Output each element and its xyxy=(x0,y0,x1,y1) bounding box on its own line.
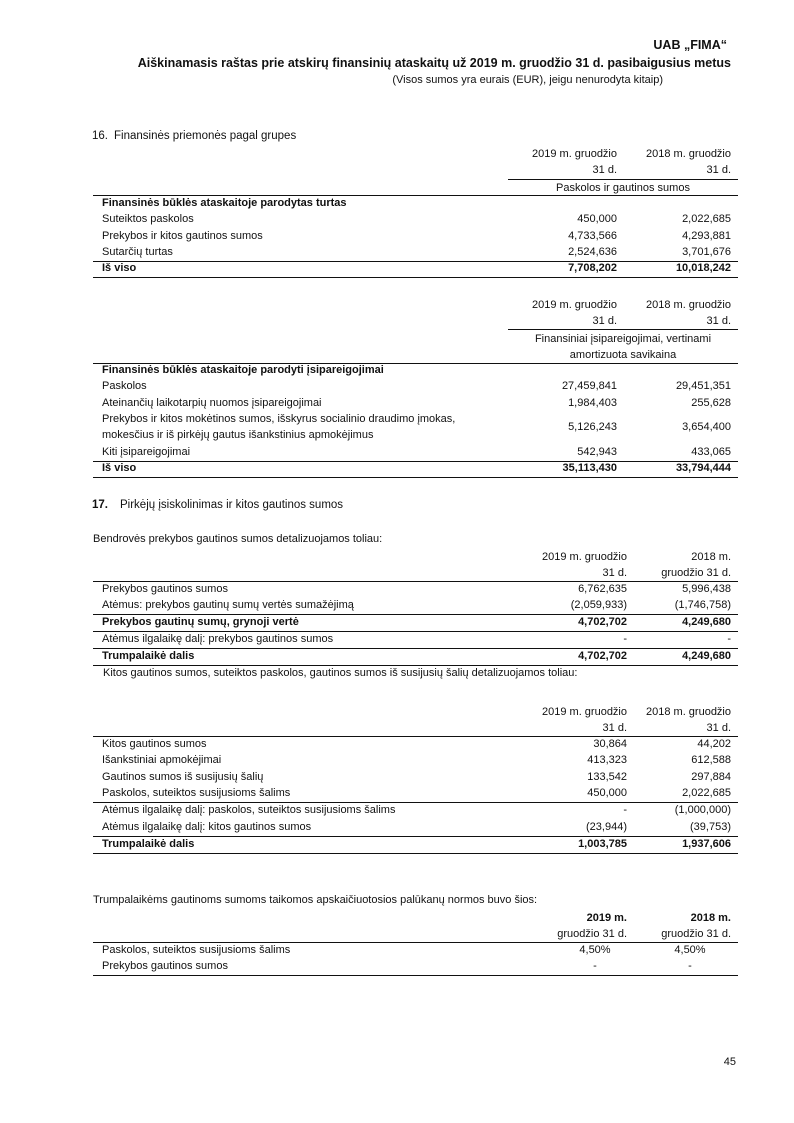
table-row-label: Atėmus ilgalaikę dalį: kitos gautinos sumos xyxy=(102,821,312,833)
table-row-label: Ateinančių laikotarpių nuomos įsipareigojimai xyxy=(102,397,322,409)
table-cell-2018: 3,701,676 xyxy=(682,246,731,258)
other-col-2018-header xyxy=(646,704,731,736)
table-cell-2019: 542,943 xyxy=(577,446,617,458)
table-cell-2019: 1,003,785 xyxy=(578,838,627,850)
col-header-line1: 2019 m. gruodžio xyxy=(542,551,627,563)
table-cell-2019: - xyxy=(623,633,627,645)
other-col-2019-header xyxy=(542,704,627,736)
table-cell-2018: 44,202 xyxy=(697,738,731,750)
section-16-number: 16. xyxy=(92,130,108,142)
table-cell-2018: (39,753) xyxy=(690,821,731,833)
table-cell-2018: 433,065 xyxy=(691,446,731,458)
group-label-line2: amortizuota savikaina xyxy=(569,349,677,361)
table-cell-2018: - xyxy=(688,960,692,972)
col-header-line1: 2019 m. gruodžio xyxy=(532,299,617,311)
table-cell-2018: 1,937,606 xyxy=(682,838,731,850)
liabilities-total-label: Iš viso xyxy=(102,462,137,474)
table-cell-2019: - xyxy=(593,960,597,972)
divider xyxy=(93,836,738,837)
assets-total-2019: 7,708,202 xyxy=(568,262,617,274)
table-row-label: Prekybos gautinų sumų, grynoji vertė xyxy=(102,616,299,628)
table-row-label: Paskolos, suteiktos susijusioms šalims xyxy=(102,787,291,799)
page-number: 45 xyxy=(723,1056,736,1068)
assets-total-2018: 10,018,242 xyxy=(675,262,731,274)
table-cell-2019: 4,733,566 xyxy=(568,230,617,242)
table-row-label: Kiti įsipareigojimai xyxy=(102,446,191,458)
assets-total-label: Iš viso xyxy=(102,262,137,274)
col-header-line2: 31 d. xyxy=(592,164,617,176)
table-row-label: Paskolos, suteiktos susijusioms šalims xyxy=(102,944,291,956)
divider xyxy=(93,477,738,478)
col-header-line2: gruodžio 31 d. xyxy=(557,928,627,940)
col-header-line2: 31 d. xyxy=(706,315,731,327)
col-header-line2: 31 d. xyxy=(602,722,627,734)
table-cell-2018: 4,249,680 xyxy=(682,616,731,628)
divider xyxy=(93,736,738,737)
section-17-title: Pirkėjų įsiskolinimas ir kitos gautinos sumos xyxy=(120,499,344,511)
liabilities-total-2019: 35,113,430 xyxy=(562,462,617,474)
col-header-line1: 2018 m. xyxy=(690,912,731,924)
table-cell-2018: (1,746,758) xyxy=(674,599,731,611)
divider xyxy=(93,853,738,854)
table-cell-2019: 133,542 xyxy=(587,771,627,783)
assets-section-label: Finansinės būklės ataskaitoje parodytas turtas xyxy=(102,197,347,209)
divider xyxy=(93,277,738,278)
liabilities-col-2019-header xyxy=(532,297,617,329)
trade-col-2018-header xyxy=(661,549,731,581)
trade-intro: Bendrovės prekybos gautinos sumos detalizuojamos toliau: xyxy=(93,533,383,545)
rates-intro: Trumpalaikėms gautinoms sumoms taikomos apskaičiuotosios palūkanų normos buvo šios: xyxy=(93,894,538,906)
table-row-label: Prekybos ir kitos gautinos sumos xyxy=(102,230,263,242)
divider xyxy=(93,802,738,803)
divider xyxy=(93,665,738,666)
table-row-label: mokesčius ir iš pirkėjų gautus išankstinius apmokėjimus xyxy=(102,429,374,441)
col-header-line2: gruodžio 31 d. xyxy=(661,928,731,940)
divider xyxy=(93,614,738,615)
table-row-label: Prekybos gautinos sumos xyxy=(102,583,228,595)
table-cell-2019: 1,984,403 xyxy=(568,397,617,409)
assets-group-label: Paskolos ir gautinos sumos xyxy=(556,182,690,194)
col-header-line1: 2018 m. gruodžio xyxy=(646,706,731,718)
table-cell-2019: 5,126,243 xyxy=(568,421,617,433)
table-row-label: Atėmus ilgalaikę dalį: paskolos, suteiktos susijusioms šalims xyxy=(102,804,396,816)
table-cell-2019: 2,524,636 xyxy=(568,246,617,258)
document-title: Aiškinamasis raštas prie atskirų finansinių ataskaitų už 2019 m. gruodžio 31 d. pasibaigusius metus xyxy=(137,56,731,70)
table-cell-2018: 4,249,680 xyxy=(682,650,731,662)
col-header-line1: 2018 m. xyxy=(691,551,731,563)
table-row-label: Atėmus: prekybos gautinų sumų vertės sumažėjimą xyxy=(102,599,354,611)
table-cell-2018: 2,022,685 xyxy=(682,213,731,225)
table-cell-2018: 3,654,400 xyxy=(682,421,731,433)
col-header-line1: 2019 m. xyxy=(586,912,627,924)
table-cell-2019: 30,864 xyxy=(593,738,627,750)
trade-col-2019-header xyxy=(542,549,627,581)
table-cell-2019: 6,762,635 xyxy=(578,583,627,595)
table-cell-2018: 297,884 xyxy=(691,771,731,783)
col-header-line1: 2019 m. gruodžio xyxy=(542,706,627,718)
company-name: UAB „FIMA“ xyxy=(653,38,727,52)
table-cell-2019: 450,000 xyxy=(587,787,627,799)
divider xyxy=(93,461,738,462)
liabilities-total-2018: 33,794,444 xyxy=(675,462,731,474)
assets-col-2019-header xyxy=(532,146,617,178)
table-row-label: Kitos gautinos sumos xyxy=(102,738,207,750)
section-17-heading xyxy=(92,499,343,511)
liabilities-section-label: Finansinės būklės ataskaitoje parodyti įsipareigojimai xyxy=(102,364,384,376)
table-cell-2019: 4,50% xyxy=(579,944,611,956)
divider xyxy=(93,648,738,649)
table-cell-2018: - xyxy=(727,633,731,645)
table-cell-2019: - xyxy=(623,804,627,816)
table-cell-2018: 612,588 xyxy=(691,754,731,766)
col-header-line1: 2018 m. gruodžio xyxy=(646,148,731,160)
divider xyxy=(93,581,738,582)
table-cell-2018: 255,628 xyxy=(691,397,731,409)
table-cell-2019: (2,059,933) xyxy=(570,599,627,611)
table-cell-2018: 4,50% xyxy=(674,944,706,956)
divider xyxy=(93,631,738,632)
divider xyxy=(93,195,738,196)
section-17-number: 17. xyxy=(92,499,108,511)
liabilities-col-2018-header xyxy=(646,297,731,329)
table-row-label: Prekybos gautinos sumos xyxy=(102,960,228,972)
rates-col-2018-header xyxy=(661,910,731,942)
table-row-label: Trumpalaikė dalis xyxy=(102,650,195,662)
table-cell-2018: (1,000,000) xyxy=(674,804,731,816)
col-header-line1: 2018 m. gruodžio xyxy=(646,299,731,311)
col-header-line2: 31 d. xyxy=(706,164,731,176)
table-cell-2019: (23,944) xyxy=(586,821,627,833)
col-header-line2: 31 d. xyxy=(592,315,617,327)
section-16-heading xyxy=(92,130,296,142)
table-cell-2019: 413,323 xyxy=(587,754,627,766)
divider xyxy=(93,975,738,976)
table-row-label: Paskolos xyxy=(102,380,147,392)
table-cell-2019: 4,702,702 xyxy=(578,650,627,662)
assets-col-2018-header xyxy=(646,146,731,178)
col-header-line1: 2019 m. gruodžio xyxy=(532,148,617,160)
table-cell-2018: 29,451,351 xyxy=(675,380,731,392)
table-cell-2019: 27,459,841 xyxy=(561,380,617,392)
table-cell-2019: 450,000 xyxy=(577,213,617,225)
other-intro: Kitos gautinos sumos, suteiktos paskolos, gautinos sumos iš susijusių šalių detalizuojamos toliau: xyxy=(103,667,578,679)
col-header-line2: 31 d. xyxy=(706,722,731,734)
col-header-line2: gruodžio 31 d. xyxy=(661,567,731,579)
table-cell-2019: 4,702,702 xyxy=(578,616,627,628)
section-16-title: Finansinės priemonės pagal grupes xyxy=(114,130,297,142)
liabilities-group-label xyxy=(508,331,738,363)
divider xyxy=(93,261,738,262)
table-cell-2018: 5,996,438 xyxy=(682,583,731,595)
table-cell-2018: 4,293,881 xyxy=(682,230,731,242)
divider xyxy=(508,329,738,330)
rates-col-2019-header xyxy=(557,910,627,942)
table-row-label: Gautinos sumos iš susijusių šalių xyxy=(102,771,264,783)
table-row-label: Išankstiniai apmokėjimai xyxy=(102,754,222,766)
table-row-label: Suteiktos paskolos xyxy=(102,213,194,225)
table-row-label: Prekybos ir kitos mokėtinos sumos, išskyrus socialinio draudimo įmokas, xyxy=(102,413,456,425)
table-row-label: Trumpalaikė dalis xyxy=(102,838,195,850)
divider xyxy=(93,942,738,943)
document-subtitle: (Visos sumos yra eurais (EUR), jeigu nenurodyta kitaip) xyxy=(392,74,663,86)
table-cell-2018: 2,022,685 xyxy=(682,787,731,799)
table-row-label: Atėmus ilgalaikę dalį: prekybos gautinos sumos xyxy=(102,633,334,645)
col-header-line2: 31 d. xyxy=(602,567,627,579)
group-label-line1: Finansiniai įsipareigojimai, vertinami xyxy=(534,333,712,345)
table-row-label: Sutarčių turtas xyxy=(102,246,173,258)
